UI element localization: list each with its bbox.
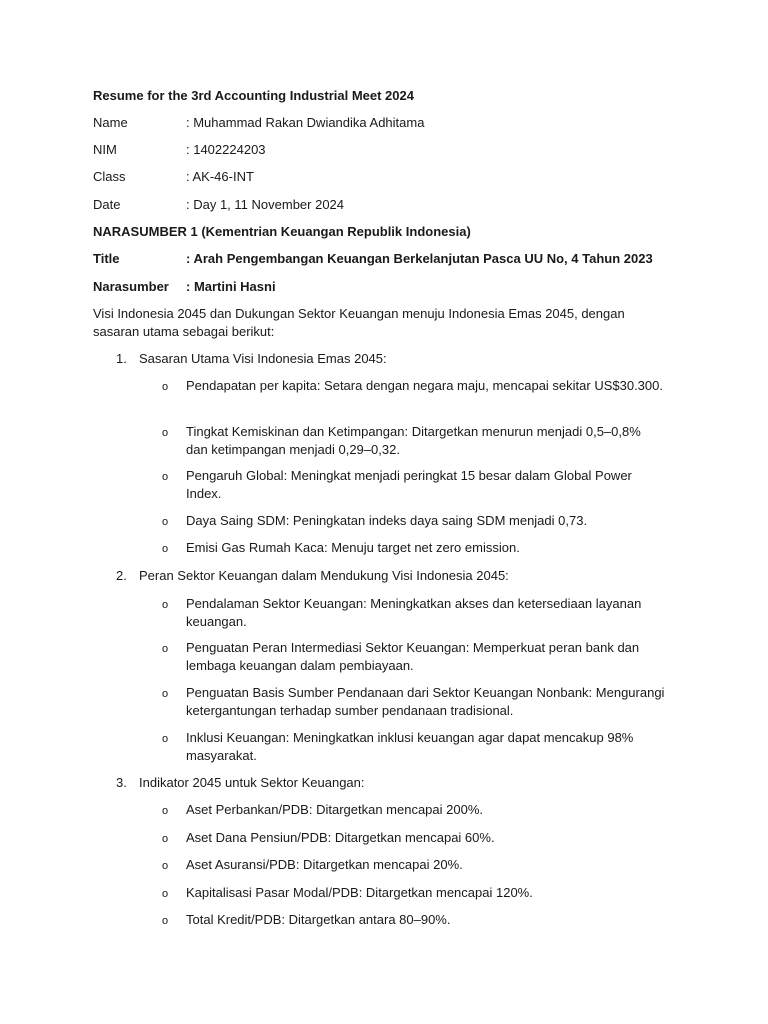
speaker-heading: NARASUMBER 1 (Kementrian Keuangan Republik Indonesia) bbox=[93, 224, 471, 239]
bullet-icon: o bbox=[162, 915, 169, 927]
list-item: Daya Saing SDM: Peningkatan indeks daya saing SDM menjadi 0,73. bbox=[186, 513, 588, 528]
section-heading: Sasaran Utama Visi Indonesia Emas 2045: bbox=[139, 351, 387, 366]
list-item: Pendalaman Sektor Keuangan: Meningkatkan akses dan ketersediaan layanan keuangan. bbox=[186, 596, 642, 629]
list-item: Pendapatan per kapita: Setara dengan negara maju, mencapai sekitar US$30.300. bbox=[186, 378, 663, 393]
title-value: : Arah Pengembangan Keuangan Berkelanjutan Pasca UU No, 4 Tahun 2023 bbox=[186, 251, 653, 266]
list-item: Penguatan Basis Sumber Pendanaan dari Sektor Keuangan Nonbank: Mengurangi ketergantungan terhadap sumber pendanaan tradisional. bbox=[186, 685, 665, 718]
title-label: Title bbox=[93, 251, 120, 266]
section-heading: Peran Sektor Keuangan dalam Mendukung Visi Indonesia 2045: bbox=[139, 568, 509, 583]
list-item: Total Kredit/PDB: Ditargetkan antara 80–90%. bbox=[186, 912, 451, 927]
list-item: Emisi Gas Rumah Kaca: Menuju target net zero emission. bbox=[186, 540, 520, 555]
info-value-name: : Muhammad Rakan Dwiandika Adhitama bbox=[186, 115, 425, 130]
bullet-icon: o bbox=[162, 516, 169, 528]
info-label-class: Class bbox=[93, 169, 126, 184]
bullet-icon: o bbox=[162, 833, 169, 845]
speaker-label: Narasumber bbox=[93, 279, 169, 294]
info-value-nim: : 1402224203 bbox=[186, 142, 266, 157]
list-item: Kapitalisasi Pasar Modal/PDB: Ditargetkan mencapai 120%. bbox=[186, 885, 533, 900]
bullet-icon: o bbox=[162, 643, 169, 655]
list-item: Aset Asuransi/PDB: Ditargetkan mencapai 20%. bbox=[186, 857, 463, 872]
list-item: Pengaruh Global: Meningkat menjadi peringkat 15 besar dalam Global Power Index. bbox=[186, 468, 632, 501]
bullet-icon: o bbox=[162, 599, 169, 611]
list-item: Aset Dana Pensiun/PDB: Ditargetkan mencapai 60%. bbox=[186, 830, 495, 845]
bullet-icon: o bbox=[162, 860, 169, 872]
bullet-icon: o bbox=[162, 733, 169, 745]
document-title: Resume for the 3rd Accounting Industrial Meet 2024 bbox=[93, 88, 414, 103]
list-item: Penguatan Peran Intermediasi Sektor Keuangan: Memperkuat peran bank dan lembaga keuangan dalam pembiayaan. bbox=[186, 640, 640, 673]
info-label-nim: NIM bbox=[93, 142, 117, 157]
bullet-icon: o bbox=[162, 427, 169, 439]
bullet-icon: o bbox=[162, 805, 169, 817]
bullet-icon: o bbox=[162, 688, 169, 700]
section-heading: Indikator 2045 untuk Sektor Keuangan: bbox=[139, 775, 365, 790]
info-value-class: : AK-46-INT bbox=[186, 169, 254, 184]
list-item: Aset Perbankan/PDB: Ditargetkan mencapai 200%. bbox=[186, 802, 484, 817]
bullet-icon: o bbox=[162, 888, 169, 900]
section-number: 2. bbox=[116, 568, 127, 583]
section-number: 3. bbox=[116, 775, 127, 790]
section-number: 1. bbox=[116, 351, 127, 366]
speaker-value: : Martini Hasni bbox=[186, 279, 276, 294]
bullet-icon: o bbox=[162, 381, 169, 393]
list-item: Tingkat Kemiskinan dan Ketimpangan: Ditargetkan menurun menjadi 0,5–0,8% dan ketimpangan menjadi 0,29–0,32. bbox=[186, 424, 641, 457]
intro-paragraph: Visi Indonesia 2045 dan Dukungan Sektor Keuangan menuju Indonesia Emas 2045, dengan sasaran utama sebagai berikut: bbox=[93, 306, 625, 339]
bullet-icon: o bbox=[162, 543, 169, 555]
info-value-date: : Day 1, 11 November 2024 bbox=[186, 197, 345, 212]
list-item: Inklusi Keuangan: Meningkatkan inklusi keuangan agar dapat mencakup 98% masyarakat. bbox=[186, 730, 634, 763]
bullet-icon: o bbox=[162, 471, 169, 483]
info-label-date: Date bbox=[93, 197, 121, 212]
info-label-name: Name bbox=[93, 115, 128, 130]
